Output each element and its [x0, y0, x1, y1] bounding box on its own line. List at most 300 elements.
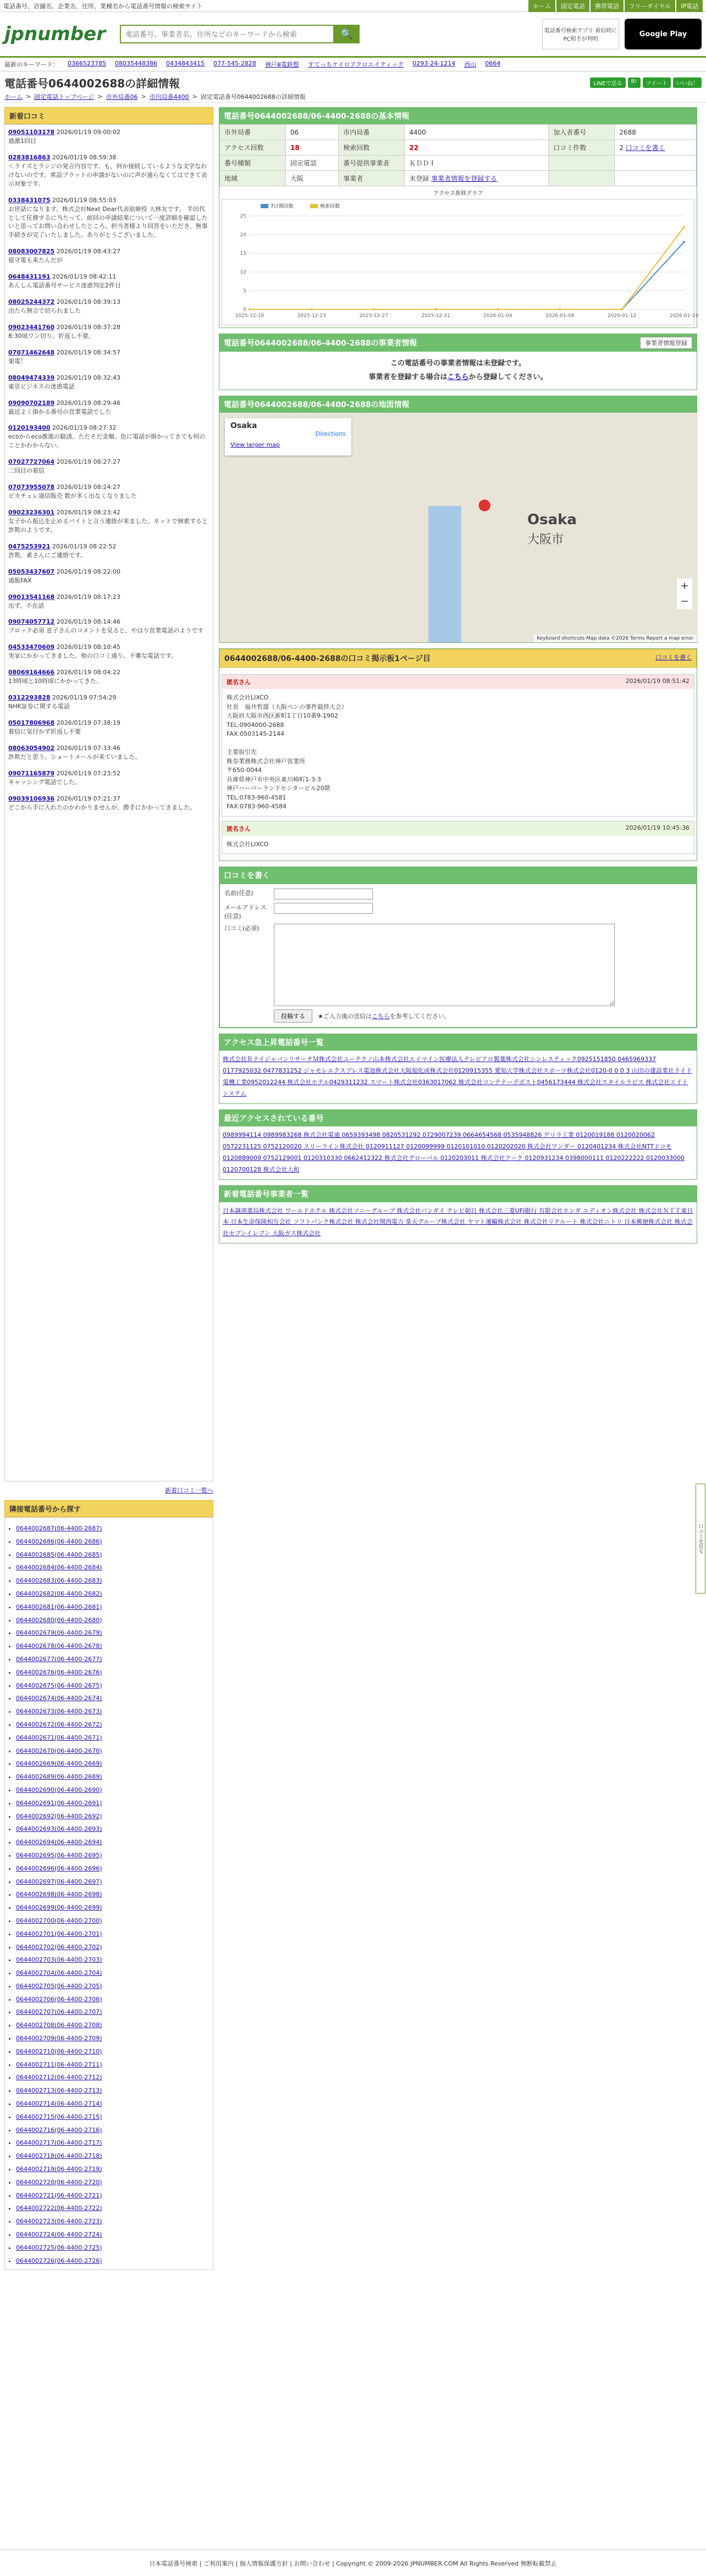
adjacent-number-item: [16, 2071, 202, 2084]
rising-numbers-section: [219, 1034, 697, 1104]
comment-number-link[interactable]: 07073955078: [8, 484, 55, 491]
comment-text: 架電！: [8, 357, 26, 365]
adjacent-number-link[interactable]: 0644002726(06-4400-2726): [16, 2257, 102, 2264]
adjacent-number-link[interactable]: 0644002698(06-4400-2698): [16, 1891, 102, 1898]
more-comments-link[interactable]: 新着口コミ一覧へ: [165, 1487, 213, 1494]
header: [0, 12, 706, 56]
adjacent-number-link[interactable]: 0644002684(06-4400-2684): [16, 1564, 102, 1572]
comment-author-suffix: さん: [239, 825, 251, 832]
top-nav-item[interactable]: 携帯電話: [591, 0, 624, 12]
comment-number-link[interactable]: 0648431191: [8, 273, 51, 281]
breadcrumb-item[interactable]: 固定電話トップページ: [34, 93, 95, 101]
comment-date: 2026/01/19 07:33:46: [54, 744, 120, 752]
comment-item: [8, 593, 209, 610]
comment-line: 兵庫県神戸市中央区東川崎町1-3-3: [227, 775, 321, 783]
comment-number-link[interactable]: 05017806968: [8, 719, 55, 726]
info-value: 大阪: [286, 171, 339, 186]
adjacent-number-item: [16, 2124, 202, 2137]
comment-item: [8, 128, 209, 146]
map-zoom-control[interactable]: + −: [677, 579, 692, 609]
search-icon: 🔍: [340, 28, 354, 40]
comment-date: 2026/01/19 08:32:43: [54, 374, 120, 381]
register-here-link[interactable]: こちら: [447, 373, 469, 381]
footer: 日本電話番号検索 | ご利用案内 | 個人情報保護方針 | お問い合わせ | Copyright © 2009-2026 JPNUMBER.COM All Rights Reserved 無断転載禁止: [0, 2550, 706, 2576]
adjacent-number-link[interactable]: 0644002696(06-4400-2696): [16, 1864, 102, 1872]
comment-number-link[interactable]: 08063054902: [8, 744, 55, 752]
adjacent-number-item: [16, 1862, 202, 1875]
breadcrumb-item[interactable]: ホーム: [4, 93, 23, 101]
adjacent-number-link[interactable]: 0644002716(06-4400-2716): [16, 2126, 102, 2134]
adjacent-number-item: [16, 2111, 202, 2124]
adjacent-number-link[interactable]: 0644002707(06-4400-2707): [16, 2008, 102, 2016]
business-register-button[interactable]: 事業者情報登録: [640, 337, 692, 349]
keyword-link[interactable]: 西山: [464, 61, 477, 68]
adjacent-number-link[interactable]: 0644002722(06-4400-2722): [16, 2205, 102, 2212]
data-point: [497, 308, 499, 310]
map[interactable]: [219, 413, 697, 642]
adjacent-number-item: [16, 1626, 202, 1640]
comment-date: 2026/01/19 08:23:42: [54, 509, 120, 516]
breadcrumb-item[interactable]: 市内局番4400: [149, 93, 189, 101]
comment-header: [222, 821, 694, 836]
top-nav-item[interactable]: 固定電話: [556, 0, 589, 12]
comment-item: [8, 668, 209, 686]
top-bar: [0, 0, 706, 12]
adjacent-number-link[interactable]: 0644002674(06-4400-2674): [16, 1695, 102, 1702]
map-city-label: Osaka: [527, 512, 577, 529]
adjacent-number-link[interactable]: 0644002712(06-4400-2712): [16, 2074, 102, 2081]
comment-number-link[interactable]: 09023236301: [8, 509, 55, 516]
spacer: [251, 824, 626, 833]
adjacent-number-link[interactable]: 0644002669(06-4400-2669): [16, 1760, 102, 1768]
comment-line: 大阪府大阪市西区新町1丁目10番9-1902: [227, 712, 338, 720]
comment-body: [222, 836, 694, 854]
adjacent-number-link[interactable]: 0644002677(06-4400-2677): [16, 1655, 102, 1663]
comment-number-link[interactable]: 0475253921: [8, 542, 51, 550]
adjacent-number-link[interactable]: 0644002720(06-4400-2720): [16, 2178, 102, 2186]
x-tick-label: 2026-01-19: [669, 313, 699, 319]
comment-line: 株式会社LIXCO: [227, 694, 269, 702]
basic-info-table: [219, 124, 697, 186]
data-point: [249, 308, 251, 310]
comment-date: 2026/01/19 08:22:52: [50, 542, 117, 550]
info-key: 市外局番: [220, 125, 286, 140]
keyword-link[interactable]: 08035448386: [115, 60, 157, 67]
comment-form: [219, 884, 697, 1028]
comment-textarea[interactable]: [274, 924, 615, 1006]
comment-text: 過激1回目: [8, 137, 36, 145]
comment-text: 13時頃と10時頃にかかってきた。: [8, 678, 102, 685]
data-point: [621, 308, 623, 310]
comment-text: お世話になります。株式会社Next Dear代表取締役 大林友です。 半田代として任務するに当たって、前回の申請結果について一度詳細を確認したいと思ってお問い合わせしたところ、担当者様より回答をいただき、無事手続きが完了いたしました。ありがとうございました。: [8, 205, 208, 239]
keyword-link[interactable]: 0434843415: [166, 60, 205, 67]
register-business-link[interactable]: 事業者情報を登録する: [431, 175, 498, 182]
business-info-title: 電話番号0644002688/06-4400-2688の事業者情報: [224, 339, 417, 348]
adjacent-number-link[interactable]: 0644002723(06-4400-2723): [16, 2218, 102, 2225]
adjacent-number-link[interactable]: 0644002687(06-4400-2687): [16, 1525, 102, 1532]
info-key: 市内局番: [339, 125, 405, 140]
top-nav: [528, 0, 703, 12]
comment-item: [8, 483, 209, 501]
comment-number-link[interactable]: 09013541168: [8, 593, 55, 601]
adjacent-number-link[interactable]: 0644002693(06-4400-2693): [16, 1825, 102, 1833]
adjacent-number-item: [16, 2163, 202, 2176]
name-label: 名前(任意): [224, 890, 253, 897]
info-value: 固定電話: [286, 156, 339, 171]
breadcrumb-separator-icon: >: [97, 93, 103, 100]
recent-access-title: 最近アクセスされている番号: [219, 1110, 697, 1126]
adjacent-number-item: [16, 1601, 202, 1614]
recent-access-text[interactable]: 0989994114 0989983268 株式会社電通 0659393498 0820531292 0729007239 0664654568 0535948826 ゲリラ工業 0120019188 0120020062 0572231125 0752120020 スリーライン株式会社 0120911127 0120099999 0120101010 0120202020 株式会社ワンダー 0120401234 株式会社NTTドコモ 0120889009 0752129001 0120310330 0662412322 株式会社グローバル 0120203011 株式会社アーク 0120931234 0398000111 0120222222 0120033000 0120700128 株式会社大和: [223, 1131, 685, 1173]
adjacent-number-link[interactable]: 0644002679(06-4400-2679): [16, 1629, 102, 1637]
adjacent-number-item: [16, 2176, 202, 2189]
comment-number-link[interactable]: 09039106936: [8, 795, 55, 802]
comment-line: 主要取引先: [227, 748, 257, 756]
adjacent-number-link[interactable]: 0644002681(06-4400-2681): [16, 1603, 102, 1611]
comment-date: 2026/01/19 08:55:03: [50, 196, 117, 204]
map-land-east: [461, 413, 698, 642]
adjacent-number-link[interactable]: 0644002675(06-4400-2675): [16, 1681, 102, 1689]
adjacent-number-item: [16, 1679, 202, 1692]
adjacent-number-link[interactable]: 0644002704(06-4400-2704): [16, 1969, 102, 1977]
info-value: [405, 171, 549, 186]
comment-date: 2026/01/19 09:00:02: [54, 129, 120, 136]
adjacent-number-item: [16, 1901, 202, 1914]
adjacent-number-item: [16, 1784, 202, 1797]
adjacent-number-item: [16, 2241, 202, 2255]
y-tick-label: 25: [240, 214, 246, 219]
adjacent-number-link[interactable]: 0644002717(06-4400-2717): [16, 2139, 102, 2147]
comment-item: [8, 693, 209, 711]
adjacent-number-link[interactable]: 0644002700(06-4400-2700): [16, 1917, 102, 1924]
share-button[interactable]: ツイート: [643, 77, 671, 88]
comment-number-link[interactable]: 07027727064: [8, 458, 55, 466]
comment-date: 2026/01/19 08:51:42: [625, 678, 690, 685]
comment-text: 二回目の着信: [8, 467, 45, 475]
adjacent-number-item: [16, 1941, 202, 1954]
top-nav-item[interactable]: IP電話: [676, 0, 703, 12]
comment-text: ブロック必須 息子さんのコメントを見ると、やはり営業電話のようです: [8, 627, 204, 635]
breadcrumb-separator-icon: >: [26, 93, 31, 100]
keyword-bar: [0, 56, 706, 71]
info-key: 事業者: [339, 171, 405, 186]
info-key: 番号提供事業者: [339, 156, 405, 171]
adjacent-number-item: [16, 1875, 202, 1889]
adjacent-number-link[interactable]: 0644002710(06-4400-2710): [16, 2047, 102, 2055]
adjacent-number-item: [16, 1692, 202, 1705]
comment-text: 出ず、不在話: [8, 602, 45, 609]
chart-title: アクセス推移グラフ: [433, 191, 483, 197]
google-play-button[interactable]: Google Play: [625, 19, 702, 49]
adjacent-number-link[interactable]: 0644002702(06-4400-2702): [16, 1943, 102, 1951]
comment-number-link[interactable]: 0338431075: [8, 196, 51, 204]
map-land-north: [417, 413, 483, 506]
rising-numbers-title: アクセス急上昇電話番号一覧: [219, 1034, 697, 1051]
adjacent-number-item: [16, 1731, 202, 1745]
comment-line: TEL:0783-960-4581: [227, 793, 286, 801]
map-pin-icon: ●: [478, 495, 492, 514]
comment-author: 匿名: [227, 679, 239, 686]
name-field[interactable]: [274, 889, 373, 900]
adjacent-number-link[interactable]: 0644002703(06-4400-2703): [16, 1956, 102, 1964]
info-value: ＫＤＤＩ: [405, 156, 549, 171]
map-directions-link[interactable]: Directions: [315, 430, 346, 438]
register-text-b: から登録してください。: [468, 373, 548, 381]
comment-number-link[interactable]: 08083007825: [8, 248, 55, 256]
comment-body: [222, 689, 694, 816]
comment-number-link[interactable]: 04533470609: [8, 643, 55, 651]
adjacent-number-link[interactable]: 0644002673(06-4400-2673): [16, 1708, 102, 1716]
comment-item: [8, 719, 209, 736]
comment-item: [8, 374, 209, 391]
adjacent-number-link[interactable]: 0644002705(06-4400-2705): [16, 1982, 102, 1990]
comment-number-link[interactable]: 05053437607: [8, 568, 55, 575]
email-label: メールアドレス(任意): [224, 904, 267, 920]
adjacent-number-item: [16, 2136, 202, 2150]
adjacent-number-link[interactable]: 0644002694(06-4400-2694): [16, 1839, 102, 1846]
register-text-a: 事業者を登録する場合は: [368, 373, 448, 381]
y-tick-label: 5: [243, 288, 246, 294]
comment-author: 匿名: [227, 825, 239, 832]
adjacent-number-link[interactable]: 0644002718(06-4400-2718): [16, 2152, 102, 2160]
info-row: [220, 140, 697, 156]
adjacent-number-link[interactable]: 0644002690(06-4400-2690): [16, 1786, 102, 1794]
add-comment-link[interactable]: 口コミを書く: [625, 144, 665, 152]
adjacent-number-link[interactable]: 0644002672(06-4400-2672): [16, 1720, 102, 1728]
info-row: [220, 125, 697, 140]
keyword-link[interactable]: 0664: [485, 60, 501, 67]
x-tick-label: 2025-12-27: [359, 313, 388, 319]
adjacent-number-item: [16, 1993, 202, 2006]
comment-item: [8, 568, 209, 585]
breadcrumb-separator-icon: >: [192, 93, 197, 100]
adjacent-number-item: [16, 1705, 202, 1718]
y-tick-label: 0: [243, 307, 246, 313]
info-value: 18: [286, 140, 339, 156]
comment-number-link[interactable]: 09074057712: [8, 618, 55, 626]
adjacent-number-link[interactable]: 0644002683(06-4400-2683): [16, 1577, 102, 1585]
business-info-body: [219, 352, 697, 390]
adjacent-number-link[interactable]: 0644002691(06-4400-2691): [16, 1799, 102, 1807]
comment-text: ＜ライズとランジの発言内容です。も、何か接続しているような文字なわけないのです。常設プラットの申請がないのに声が通らなくてはできて表示対象です。: [8, 162, 207, 187]
adjacent-number-item: [16, 1757, 202, 1770]
side-comment-tab[interactable]: 口コミを見る: [696, 1484, 705, 1594]
new-business-links: [219, 1202, 697, 1243]
adjacent-number-link[interactable]: 0644002719(06-4400-2719): [16, 2166, 102, 2173]
comment-text: 詐欺。素さんにご連絡です。: [8, 551, 87, 559]
adjacent-number-link[interactable]: 0644002680(06-4400-2680): [16, 1616, 102, 1624]
adjacent-number-link[interactable]: 0644002671(06-4400-2671): [16, 1734, 102, 1741]
keyword-link[interactable]: 077-545-2828: [213, 60, 256, 67]
adjacent-number-item: [16, 1980, 202, 1993]
adjacent-number-link[interactable]: 0644002725(06-4400-2725): [16, 2244, 102, 2251]
adjacent-number-item: [16, 1849, 202, 1862]
comment-item: [8, 399, 209, 417]
adjacent-number-link[interactable]: 0644002695(06-4400-2695): [16, 1851, 102, 1859]
info-row: [220, 156, 697, 171]
adjacent-number-item: [16, 1587, 202, 1601]
info-key: 検索回数: [339, 140, 405, 156]
comment-number-link[interactable]: 0312293828: [8, 694, 51, 702]
comment-number-link[interactable]: 08049474339: [8, 374, 55, 381]
comment-item: [8, 298, 209, 315]
top-nav-item[interactable]: フリーダイヤル: [625, 0, 675, 12]
adjacent-number-link[interactable]: 0644002682(06-4400-2682): [16, 1590, 102, 1597]
adjacent-number-item: [16, 1666, 202, 1679]
comment-text: 最近よく掛かる番号の営業電話でした: [8, 408, 111, 415]
map-city-label-jp: 大阪市: [527, 533, 564, 547]
search-input[interactable]: [120, 25, 334, 43]
x-tick-label: 2025-12-23: [297, 313, 327, 319]
comment-date: 2026/01/19 08:22:00: [54, 568, 120, 575]
app-badge[interactable]: 電話番号検索アプリ 着信時にPC相手が判明: [542, 19, 619, 49]
basic-info-title: 電話番号0644002688/06-4400-2688の基本情報: [219, 108, 697, 124]
comment-date: 2026/01/19 08:39:13: [54, 298, 120, 306]
share-button[interactable]: B!: [628, 77, 641, 88]
keyword-link[interactable]: すてっちケイロアクロエイティック: [307, 61, 404, 68]
comment-number-link[interactable]: 09071165879: [8, 769, 55, 777]
legend-swatch: [261, 204, 268, 208]
adjacent-number-link[interactable]: 0644002721(06-4400-2721): [16, 2191, 102, 2199]
adjacent-number-link[interactable]: 0644002699(06-4400-2699): [16, 1904, 102, 1912]
comment-number-link[interactable]: 0283816863: [8, 153, 51, 161]
adjacent-number-item: [16, 2058, 202, 2072]
info-key: 加入者番号: [549, 125, 615, 140]
comment-date: 2026/01/19 10:45:36: [625, 824, 690, 831]
keyword-link[interactable]: 0293-24-1214: [412, 60, 456, 67]
comment-number-link[interactable]: 07071462648: [8, 348, 55, 356]
adjacent-number-item: [16, 2045, 202, 2058]
business-info-section: [219, 334, 697, 390]
recent-access-links: [219, 1126, 697, 1179]
comment-item: [8, 643, 209, 660]
adjacent-number-link[interactable]: 0644002724(06-4400-2724): [16, 2231, 102, 2239]
adjacent-number-link[interactable]: 0644002715(06-4400-2715): [16, 2113, 102, 2120]
new-business-text[interactable]: 日本調剤薬局株式会社 ワールドホテル 株式会社ソニーグループ 株式会社バンダイ テレビ朝日 株式会社三菱UFJ銀行 有限会社ホンダ エディオン株式会社 株式会社ＮＴＴ東日本 日本生命保険相互会社 ソフトバンク株式会社 株式会社関西電力 楽天グループ株式会社 ヤマト運輸株式会社 株式会社リクルート 株式会社ニトリ 日本郵便株式会社 株式会社セブンイレブン 大阪ガス株式会社: [223, 1207, 693, 1237]
main: [219, 107, 697, 2270]
info-key: アクセス回数: [220, 140, 286, 156]
adjacent-number-link[interactable]: 0644002709(06-4400-2709): [16, 2035, 102, 2042]
comment-header: [222, 675, 694, 689]
site-logo[interactable]: jpnumber: [4, 23, 106, 45]
share-button[interactable]: LINEで送る: [590, 77, 625, 88]
comment-date: 2026/01/19 08:37:28: [54, 323, 120, 331]
comment-text: 8:30頃ワン切り。折返し不要。: [8, 332, 95, 340]
keyword-link[interactable]: 0366523785: [68, 60, 106, 67]
adjacent-number-link[interactable]: 0644002678(06-4400-2678): [16, 1642, 102, 1650]
adjacent-number-link[interactable]: 0644002692(06-4400-2692): [16, 1812, 102, 1820]
comment-line: TEL:0904000-2688: [227, 721, 284, 729]
comment-number-link[interactable]: 09051103178: [8, 129, 55, 136]
comment-date: 2026/01/19 08:59:38: [50, 153, 117, 161]
share-button[interactable]: いいね！: [673, 77, 702, 88]
comment-item: [8, 508, 209, 535]
adjacent-number-item: [16, 1640, 202, 1653]
comment-number-link[interactable]: 08025244372: [8, 298, 55, 306]
page-header: [0, 71, 706, 91]
adjacent-number-link[interactable]: 0644002708(06-4400-2708): [16, 2022, 102, 2029]
comment-board-section: [219, 648, 697, 861]
info-row: [220, 171, 697, 186]
legend-label: 検索回数: [320, 204, 340, 209]
map-info-card: [225, 418, 351, 456]
adjacent-number-item: [16, 1745, 202, 1758]
info-value: [615, 156, 697, 171]
comment-item: [8, 196, 209, 240]
comment-number-link[interactable]: 0120193400: [8, 424, 51, 432]
basic-info-section: [219, 107, 697, 328]
keyword-link[interactable]: 神戸ⅲ電鉄整: [264, 61, 299, 68]
comment-text: どこから手に入れたのかわかりませんが、勝手にかかってきました。: [8, 803, 196, 811]
adjacent-number-link[interactable]: 0644002713(06-4400-2713): [16, 2087, 102, 2095]
comment-text: ecoからeco推進の勧誘。ただそだ金額、色に電話が掛かってきても何のことかわからない。: [8, 433, 206, 449]
comment-number-link[interactable]: 09023441760: [8, 323, 55, 331]
note-link[interactable]: こちら: [371, 1013, 390, 1020]
comment-item: [8, 247, 209, 265]
adjacent-number-link[interactable]: 0644002701(06-4400-2701): [16, 1930, 102, 1937]
comment-date: 2026/01/19 08:14:46: [54, 618, 120, 626]
adjacent-number-link[interactable]: 0644002689(06-4400-2689): [16, 1773, 102, 1781]
info-value: [615, 140, 697, 156]
legend-label: 7日間回数: [271, 204, 294, 209]
email-field[interactable]: [274, 903, 373, 914]
comment-date: 2026/01/19 07:23:52: [54, 769, 120, 777]
rising-numbers-text[interactable]: 株式会社ＲナイジャパンリサーチＭ株式会社ユーテクノ山本株式会社エイマイン医療法人テレビアロ製薬株式会社シンレスティック0925151850 0465969337 0177925032 0477831252 ジャモレエクスプレス電池株式会社大阪旭化成株式会社0120915355 愛知大学株式会社スポーツ株式会社0120-0 0 0 3 山田の建設業社ライド電機工業0952012244 株式会社ホテル0429311232 スマート株式会社0363017062 株式会社コンテナーデポスト0456173444 株式会社スタイルラピス 株式会社エイトシステム: [223, 1056, 692, 1098]
data-point: [373, 308, 375, 310]
unregistered-text: この電話番号の事業者情報は未登録です。: [390, 359, 526, 368]
x-tick-label: 2026-01-08: [545, 313, 575, 319]
comment-item: [8, 618, 209, 635]
breadcrumb-item[interactable]: 市外局番06: [106, 93, 138, 101]
adjacent-numbers-list: [4, 1517, 213, 2270]
content: [0, 103, 706, 2274]
comment-number-link[interactable]: 08069164666: [8, 669, 55, 676]
adjacent-number-item: [16, 1967, 202, 1980]
breadcrumb-separator-icon: >: [141, 93, 146, 100]
adjacent-number-link[interactable]: 0644002711(06-4400-2711): [16, 2061, 102, 2068]
adjacent-number-link[interactable]: 0644002686(06-4400-2686): [16, 1537, 102, 1545]
adjacent-number-link[interactable]: 0644002714(06-4400-2714): [16, 2100, 102, 2108]
adjacent-number-item: [16, 2084, 202, 2097]
adjacent-number-item: [16, 2228, 202, 2241]
write-comment-link[interactable]: 口コミを書く: [655, 654, 692, 662]
info-value: 2688: [615, 125, 697, 140]
comment-board-list: [219, 668, 697, 860]
comment-board-item: [222, 821, 694, 854]
comment-item: [8, 795, 209, 812]
adjacent-number-link[interactable]: 0644002706(06-4400-2706): [16, 1995, 102, 2003]
info-key: [549, 156, 615, 171]
search-button[interactable]: [334, 25, 360, 43]
comment-text: 実家にかかってきました。他の口コミ通り、不審な電話です。: [8, 652, 178, 660]
adjacent-number-link[interactable]: 0644002685(06-4400-2685): [16, 1551, 102, 1558]
comment-item: [8, 458, 209, 475]
comment-number-link[interactable]: 09090702189: [8, 399, 55, 407]
adjacent-number-link[interactable]: 0644002676(06-4400-2676): [16, 1668, 102, 1676]
adjacent-number-item: [16, 2202, 202, 2215]
sidebar: [4, 107, 213, 2270]
data-point: [559, 308, 561, 310]
comment-board-item: [222, 674, 694, 817]
comment-date: 2026/01/19 07:38:19: [54, 719, 120, 726]
submit-button[interactable]: 投稿する: [274, 1009, 312, 1023]
data-point: [683, 226, 685, 228]
top-nav-item[interactable]: ホーム: [528, 0, 555, 12]
adjacent-number-link[interactable]: 0644002697(06-4400-2697): [16, 1878, 102, 1885]
map-view-larger-link[interactable]: View larger map: [230, 441, 280, 449]
adjacent-number-link[interactable]: 0644002670(06-4400-2670): [16, 1747, 102, 1755]
comment-text: 東京ビジネスの迷惑電話: [8, 382, 75, 390]
